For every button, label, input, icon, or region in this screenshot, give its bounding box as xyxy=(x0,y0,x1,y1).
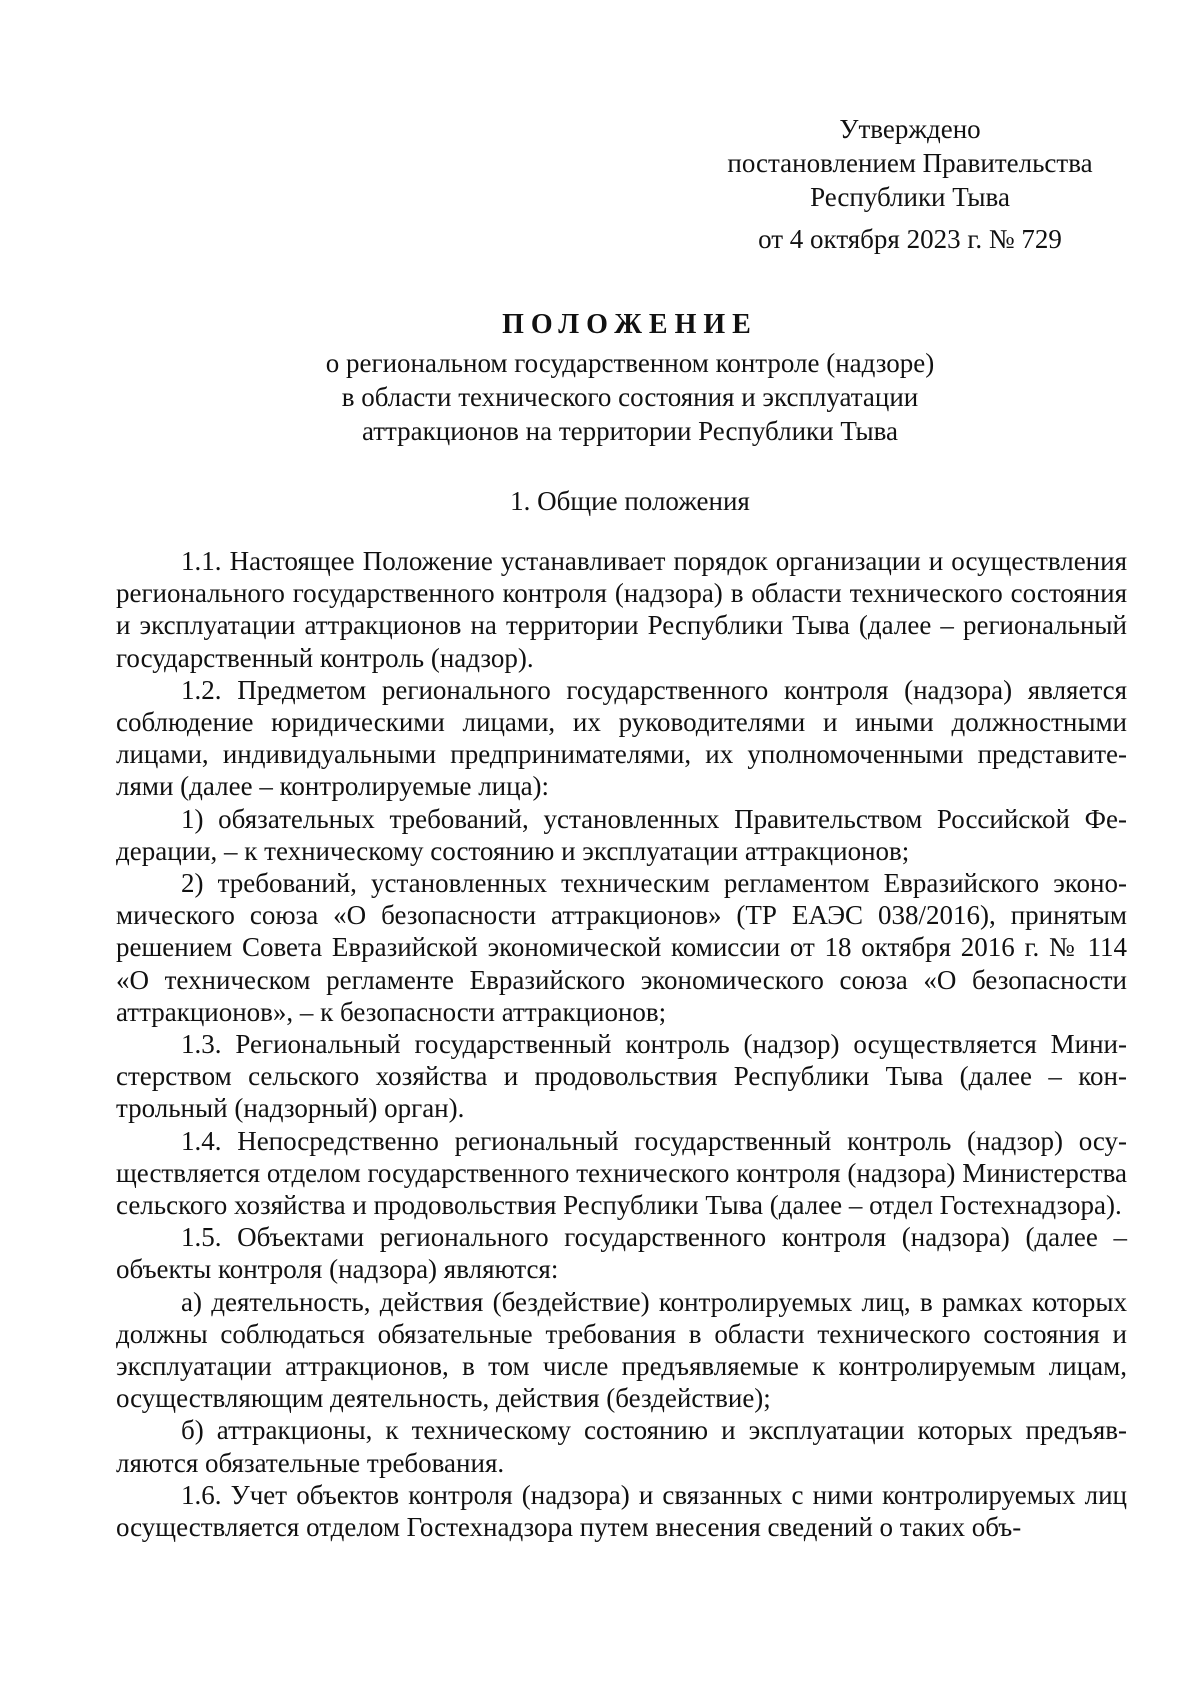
document-subtitle-line-3: аттракционов на территории Республики Тыва xyxy=(361,416,899,446)
approval-region: Республики Тыва xyxy=(810,182,1010,212)
document-subtitle-line-2: в области технического состояния и эксплуатации xyxy=(341,382,919,412)
approval-stamp xyxy=(700,112,1120,256)
paragraph-1-3: 1.3. Региональный государственный контроль (надзор) осуществляется Министерством сельского хозяйства и продовольствия Республики Тыва (далее – контрольный (надзорный) орган). xyxy=(116,1029,1127,1124)
paragraph-1-2: 1.2. Предметом регионального государственного контроля (надзора) является соблюдение юридическими лицами, их руководителями и иными должностными лицами, индивидуальными предпринимателями, их уполномоченными представителями (далее – контролируемые лица): xyxy=(116,674,1127,802)
document-subtitle-line-1: о региональном государственном контроле (надзоре) xyxy=(325,348,935,378)
document-body xyxy=(116,545,1127,1543)
approval-label: Утверждено xyxy=(839,114,981,144)
paragraph-item-b: б) аттракционы, к техническому состоянию и эксплуатации которых предъявляются обязательные требования. xyxy=(116,1415,1127,1478)
paragraph-1-5: 1.5. Объектами регионального государственного контроля (надзора) (далее – объекты контроля (надзора) являются: xyxy=(116,1222,1127,1285)
document-title xyxy=(160,308,1100,448)
paragraph-1-6: 1.6. Учет объектов контроля (надзора) и связанных с ними контролируемых лиц осуществляется отделом Гостехнадзора путем внесения сведений о таких объ- xyxy=(116,1479,1127,1543)
paragraph-item-1: 1) обязательных требований, установленных Правительством Российской Федерации, – к техническому состоянию и эксплуатации аттракционов; xyxy=(116,803,1127,866)
paragraph-item-2: 2) требований, установленных техническим регламентом Евразийского экономического союза «О безопасности аттракционов» (ТР ЕАЭС 038/2016), принятым решением Совета Евразийской экономической комиссии от 18 октября 2016 г. № 114 «О техническом регламенте Евразийского экономического союза «О безопасности аттракционов», – к безопасности аттракционов; xyxy=(116,868,1127,1027)
section-title: 1. Общие положения xyxy=(510,486,750,516)
approval-authority: постановлением Правительства xyxy=(727,148,1093,178)
paragraph-1-1: 1.1. Настоящее Положение устанавливает порядок организации и осуществления регионального государственного контроля (надзора) в области технического состояния и эксплуатации аттракционов на территории Республики Тыва (далее – региональный государственный контроль (надзор). xyxy=(116,546,1127,673)
document-heading: ПОЛОЖЕНИЕ xyxy=(502,309,758,340)
paragraph-1-4: 1.4. Непосредственно региональный государственный контроль (надзор) осуществляется отделом государственного технического контроля (надзора) Министерства сельского хозяйства и продовольствия Республики Тыва (далее – отдел Гостехнадзора). xyxy=(116,1125,1127,1221)
paragraph-item-a: а) деятельность, действия (бездействие) контролируемых лиц, в рамках которых должны соблюдаться обязательные требования в области технического состояния и эксплуатации аттракционов, в том числе предъявляемые к контролируемым лицам, осуществляющим деятельность, действия (бездействие); xyxy=(116,1286,1127,1414)
approval-date: от 4 октября 2023 г. № 729 xyxy=(758,224,1062,254)
